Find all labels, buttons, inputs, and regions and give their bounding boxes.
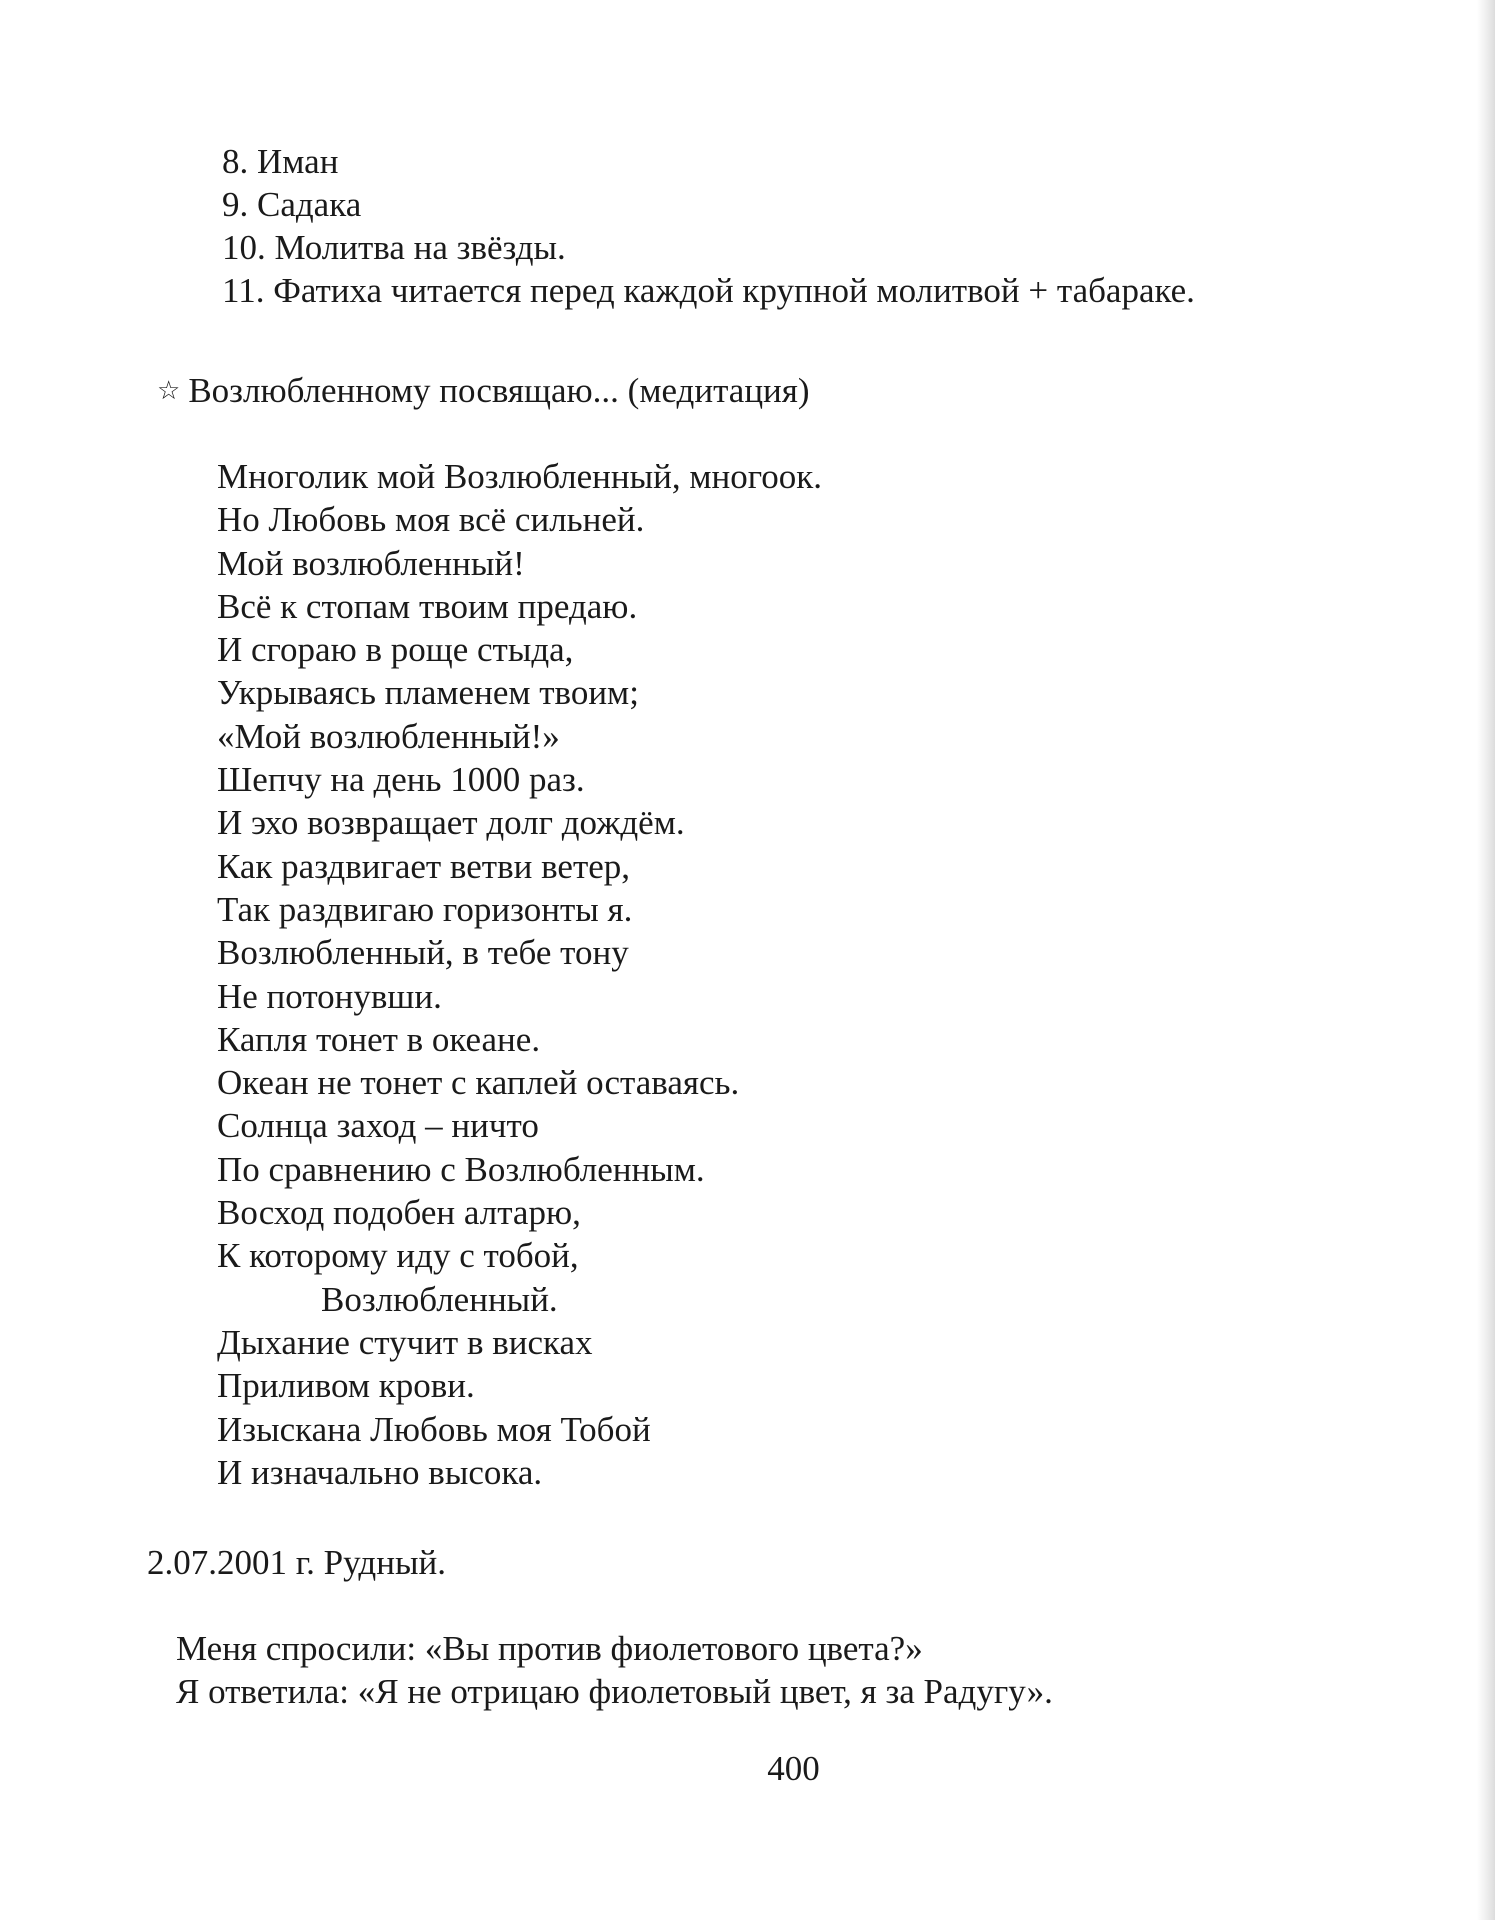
- page-number: 400: [767, 1749, 820, 1788]
- poem-line: Но Любовь моя всё сильней.: [217, 500, 645, 540]
- poem-line: И сгораю в роще стыда,: [217, 630, 574, 670]
- poem-line: Возлюбленный, в тебе тону: [217, 933, 629, 973]
- list-item: 8. Иман: [222, 142, 339, 181]
- poem-line: И изначально высока.: [217, 1452, 543, 1492]
- poem-line: Капля тонет в океане.: [217, 1019, 541, 1059]
- poem-line: Восход подобен алтарю,: [217, 1193, 581, 1233]
- poem-line: Не потонувши.: [217, 976, 442, 1016]
- poem-line: Дыхание стучит в висках: [217, 1322, 593, 1362]
- poem-line: Мой возлюбленный!: [217, 543, 525, 583]
- poem-line: Укрываясь пламенем твоим;: [217, 673, 639, 713]
- poem-line: Шепчу на день 1000 раз.: [217, 760, 585, 800]
- poem-line: Изыскана Любовь моя Тобой: [217, 1409, 651, 1449]
- poem-line: К которому иду с тобой,: [217, 1236, 579, 1276]
- poem-line: «Мой возлюбленный!»: [217, 716, 560, 756]
- section-heading: [157, 369, 810, 416]
- poem-line: И эхо возвращает долг дождём.: [217, 803, 685, 843]
- date-place: 2.07.2001 г. Рудный.: [147, 1543, 446, 1582]
- poem-line: По сравнению с Возлюбленным.: [217, 1149, 705, 1189]
- poem-line: Так раздвигаю горизонты я.: [217, 889, 633, 929]
- dialog-line: Меня спросили: «Вы против фиолетового цвета?»: [176, 1629, 923, 1668]
- star-outline-icon: ☆: [157, 376, 181, 406]
- poem-line: Приливом крови.: [217, 1366, 475, 1406]
- numbered-list: [222, 140, 1422, 312]
- poem-line-indented: Возлюбленный.: [321, 1279, 558, 1319]
- poem-line: Всё к стопам твоим предаю.: [217, 586, 638, 626]
- list-item: 9. Садака: [222, 185, 362, 224]
- dialog-block: [176, 1627, 1053, 1713]
- section-heading-text: Возлюбленному посвящаю... (медитация): [188, 371, 810, 410]
- poem-line: Солнца заход – ничто: [217, 1106, 539, 1146]
- poem-line: Океан не тонет с каплей оставаясь.: [217, 1063, 740, 1103]
- page-edge-shadow: [1477, 0, 1495, 1920]
- poem-line: Многолик мой Возлюбленный, многоок.: [217, 457, 822, 496]
- poem: [217, 455, 1317, 1494]
- poem-line: Как раздвигает ветви ветер,: [217, 846, 631, 886]
- list-item: 11. Фатиха читается перед каждой крупной молитвой + табараке.: [222, 271, 1195, 310]
- list-item: 10. Молитва на звёзды.: [222, 228, 566, 267]
- dialog-line: Я ответила: «Я не отрицаю фиолетовый цвет, я за Радугу».: [176, 1672, 1053, 1711]
